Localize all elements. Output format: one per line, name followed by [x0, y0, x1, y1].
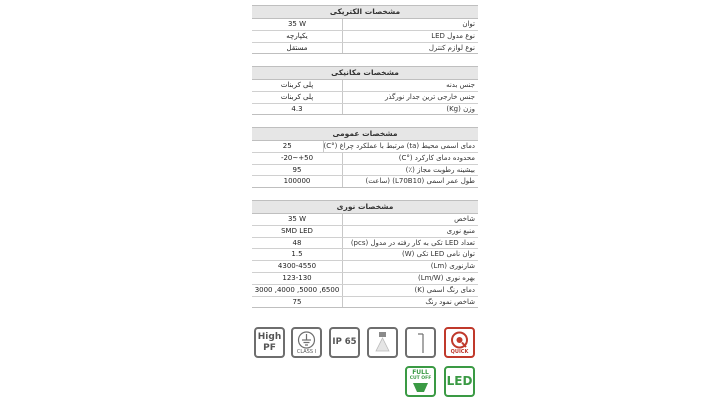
mechanical-section [252, 66, 478, 115]
table-row [252, 249, 478, 261]
row-label: توان نامی LED تکی (W) [402, 250, 475, 259]
ip65-icon [329, 327, 360, 358]
row-label: وزن (Kg) [446, 104, 475, 113]
table-row [252, 92, 478, 104]
row-label: محدوده دمای کارکرد (°C) [398, 153, 475, 162]
row-label: بیشینه رطوبت مجاز (٪) [405, 165, 475, 174]
general-section [252, 127, 478, 188]
row-value: 25 [252, 141, 324, 152]
row-label: جنس بدنه [446, 81, 475, 89]
row-value: پلی کربنات [252, 92, 343, 103]
table-row [252, 226, 478, 238]
row-label: شاخص نمود رنگ [425, 297, 475, 306]
row-value: 35 W [252, 19, 343, 30]
row-label: جنس خارجی ترین جدار نورگذر [384, 92, 475, 101]
table-row [252, 238, 478, 250]
table-row [252, 297, 478, 309]
row-value: 1.5 [252, 249, 343, 260]
row-label: طول عمر اسمی (L70B10) (ساعت) [365, 177, 475, 186]
row-value: یکپارچه [252, 31, 343, 42]
class-one-ground-icon [291, 327, 322, 358]
row-value: SMD LED [252, 226, 343, 237]
row-label: دمای رنگ اسمی (K) [414, 285, 475, 294]
table-row [252, 141, 478, 153]
row-label: شاخص [454, 215, 475, 223]
row-value: پلی کربنات [252, 80, 343, 91]
row-label: نوع لوازم کنترل [428, 43, 475, 52]
ip-label: IP 65 [332, 337, 357, 347]
row-label: بهره نوری (Lm/W) [417, 273, 475, 282]
table-row [252, 43, 478, 55]
table-row [252, 165, 478, 177]
quick-q-icon [446, 330, 473, 350]
led-label: LED [446, 374, 473, 388]
class-label: CLASS I [296, 349, 317, 355]
table-row [252, 153, 478, 165]
row-value: 3000 ,4000 ,5000 ,6500 [252, 285, 343, 296]
table-row [252, 176, 478, 188]
row-value: -20~+50 [252, 153, 343, 164]
row-label: توان [462, 20, 475, 28]
lamp-icon [369, 329, 396, 356]
led-icon [444, 366, 475, 397]
optical-section [252, 200, 478, 308]
high-pf-icon [254, 327, 285, 358]
table-row [252, 104, 478, 116]
full-cutoff-line2: CUT OFF [409, 376, 432, 381]
row-value: 48 [252, 238, 343, 249]
table-row [252, 80, 478, 92]
electrical-section [252, 5, 478, 54]
high-pf-line1: High [257, 332, 282, 342]
table-row [252, 19, 478, 31]
quick-install-icon [444, 327, 475, 358]
row-value: 75 [252, 297, 343, 308]
table-row [252, 273, 478, 285]
row-value: 4300-4550 [252, 261, 343, 272]
row-label: شارنوری (Lm) [430, 262, 475, 271]
lamp-beam-icon [367, 327, 398, 358]
section-title: مشخصات عمومی [252, 127, 478, 141]
section-title: مشخصات الکتریکی [252, 5, 478, 19]
quick-label: QUICK [450, 349, 469, 355]
full-cutoff-icon [405, 366, 436, 397]
row-value: مستقل [252, 43, 343, 54]
row-value: 100000 [252, 176, 343, 187]
pole-mount-icon [405, 327, 436, 358]
row-value: 4.3 [252, 104, 343, 115]
row-label: منبع نوری [446, 226, 475, 235]
pole-icon [407, 329, 434, 356]
row-value: 35 W [252, 214, 343, 225]
table-row [252, 31, 478, 43]
row-value: 95 [252, 165, 343, 176]
cutoff-beam-icon [407, 382, 434, 394]
ground-symbol-icon [293, 330, 320, 350]
row-label: تعداد LED تکی به کار رفته در مدول (pcs) [350, 238, 475, 247]
table-row [252, 214, 478, 226]
high-pf-line2: PF [263, 343, 276, 353]
section-title: مشخصات نوری [252, 200, 478, 214]
row-label: نوع مدول LED [431, 31, 475, 40]
table-row [252, 261, 478, 273]
full-cutoff-line1: FULL [412, 369, 429, 376]
row-label: دمای اسمی محیط (ta) مرتبط با عملکرد چراغ (°C) [323, 142, 475, 150]
section-title: مشخصات مکانیکی [252, 66, 478, 80]
row-value: 123-130 [252, 273, 343, 284]
table-row [252, 285, 478, 297]
